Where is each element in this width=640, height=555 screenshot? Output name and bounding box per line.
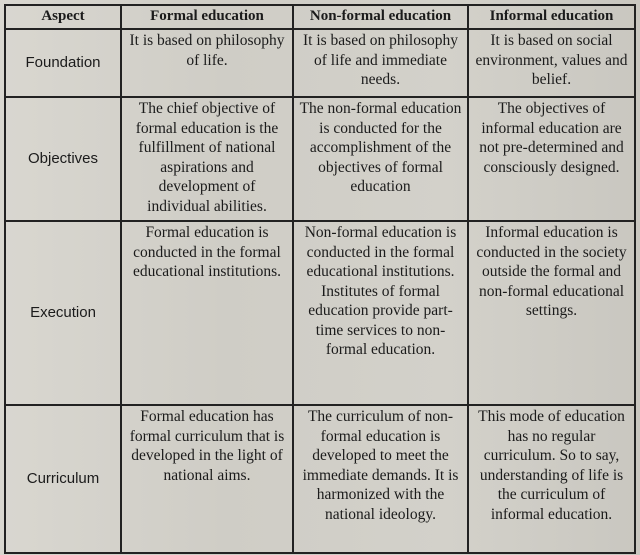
formal-cell: It is based on philosophy of life. <box>121 29 293 97</box>
aspect-cell: Foundation <box>5 29 121 97</box>
formal-cell: Formal education has formal curriculum that is developed in the light of national aims. <box>121 405 293 553</box>
nonformal-cell: The non-formal education is conducted for the accomplishment of the objectives of formal education <box>293 97 468 221</box>
nonformal-cell: The curriculum of non-formal education is developed to meet the immediate demands. It is harmonized with the national ideology. <box>293 405 468 553</box>
table-row <box>5 97 635 221</box>
nonformal-cell: It is based on philosophy of life and immediate needs. <box>293 29 468 97</box>
aspect-cell: Objectives <box>5 97 121 221</box>
header-formal: Formal education <box>121 5 293 29</box>
header-nonformal: Non-formal education <box>293 5 468 29</box>
informal-cell: This mode of education has no regular curriculum. So to say, understanding of life is the curriculum of informal education. <box>468 405 635 553</box>
informal-cell: Informal education is conducted in the society outside the formal and non-formal educational settings. <box>468 221 635 405</box>
formal-cell: The chief objective of formal education is the fulfillment of national aspirations and development of individual abilities. <box>121 97 293 221</box>
informal-cell: The objectives of informal education are not pre-determined and consciously designed. <box>468 97 635 221</box>
table-row <box>5 405 635 553</box>
aspect-cell: Curriculum <box>5 405 121 553</box>
header-row <box>5 5 635 29</box>
informal-cell: It is based on social environment, values and belief. <box>468 29 635 97</box>
header-informal: Informal education <box>468 5 635 29</box>
nonformal-cell: Non-formal education is conducted in the formal educational institutions. Institutes of formal education provide part-time services to non-formal education. <box>293 221 468 405</box>
aspect-cell: Execution <box>5 221 121 405</box>
comparison-table <box>4 4 636 554</box>
table-row <box>5 29 635 97</box>
table-row <box>5 221 635 405</box>
formal-cell: Formal education is conducted in the formal educational institutions. <box>121 221 293 405</box>
header-aspect: Aspect <box>5 5 121 29</box>
